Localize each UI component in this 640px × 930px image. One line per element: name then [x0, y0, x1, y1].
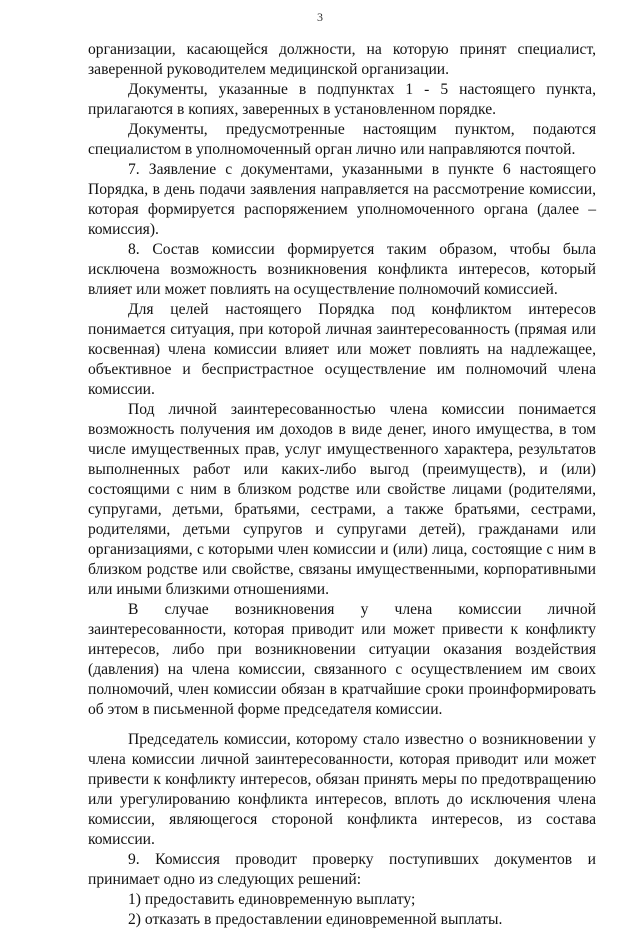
- paragraph-item-9: 9. Комиссия проводит проверку поступивших документов и принимает одно из следующих решений:: [88, 851, 596, 888]
- paragraph-submission: Документы, предусмотренные настоящим пунктом, подаются специалистом в уполномоченный орган лично или направляются почтой.: [88, 121, 596, 158]
- list-item: 1) предоставить единовременную выплату;: [128, 891, 416, 908]
- paragraph-item-8: 8. Состав комиссии формируется таким образом, чтобы была исключена возможность возникновения конфликта интересов, который влияет или может повлиять на осуществление полномочий комиссией.: [88, 241, 596, 298]
- list-item: 2) отказать в предоставлении единовременной выплаты.: [128, 911, 503, 928]
- paragraph-item-7: 7. Заявление с документами, указанными в пункте 6 настоящего Порядка, в день подачи заявления направляется на рассмотрение комиссии, которая формируется распоряжением уполномоченного органа (далее – комиссия).: [88, 161, 596, 238]
- paragraph-continuation: организации, касающейся должности, на которую принят специалист, заверенной руководителем медицинской организации.: [88, 41, 596, 78]
- paragraph-notification: В случае возникновения у члена комиссии личной заинтересованности, которая приводит или может привести к конфликту интересов, либо при возникновении ситуации оказания воздействия (давления) на члена комиссии, связанного с осуществлением им своих полномочий, член комиссии обязан в кратчайшие сроки проинформировать об этом в письменной форме председателя комиссии.: [88, 601, 596, 718]
- paragraph-personal-interest: Под личной заинтересованностью члена комиссии понимается возможность получения им доходов в виде денег, иного имущества, в том числе имущественных прав, услуг имущественного характера, результатов выполненных работ или каких-либо выгод (преимуществ), и (или) состоящими с ним в близком родстве или свойстве лицами (родителями, супругами, детьми, братьями, сестрами, а также братьями, сестрами, родителями, детьми супругов и супругами детей), гражданами или организациями, с которыми член комиссии и (или) лица, состоящие с ним в близком родстве или свойстве, связаны имущественными, корпоративными или иными близкими отношениями.: [88, 401, 596, 598]
- page-number: 3: [317, 10, 323, 24]
- paragraph-conflict-definition: Для целей настоящего Порядка под конфликтом интересов понимается ситуация, при которой личная заинтересованность (прямая или косвенная) члена комиссии влияет или может повлиять на надлежащее, объективное и беспристрастное осуществление им полномочий члена комиссии.: [88, 301, 596, 398]
- document-body: [88, 40, 596, 930]
- paragraph-chairman: Председатель комиссии, которому стало известно о возникновении у члена комиссии личной заинтересованности, которая приводит или может привести к конфликту интересов, обязан принять меры по предотвращению или урегулированию конфликта интересов, вплоть до исключения члена комиссии, являющегося стороной конфликта интересов, из состава комиссии.: [88, 731, 596, 848]
- paragraph-copies: Документы, указанные в подпунктах 1 - 5 настоящего пункта, прилагаются в копиях, заверенных в установленном порядке.: [88, 81, 596, 118]
